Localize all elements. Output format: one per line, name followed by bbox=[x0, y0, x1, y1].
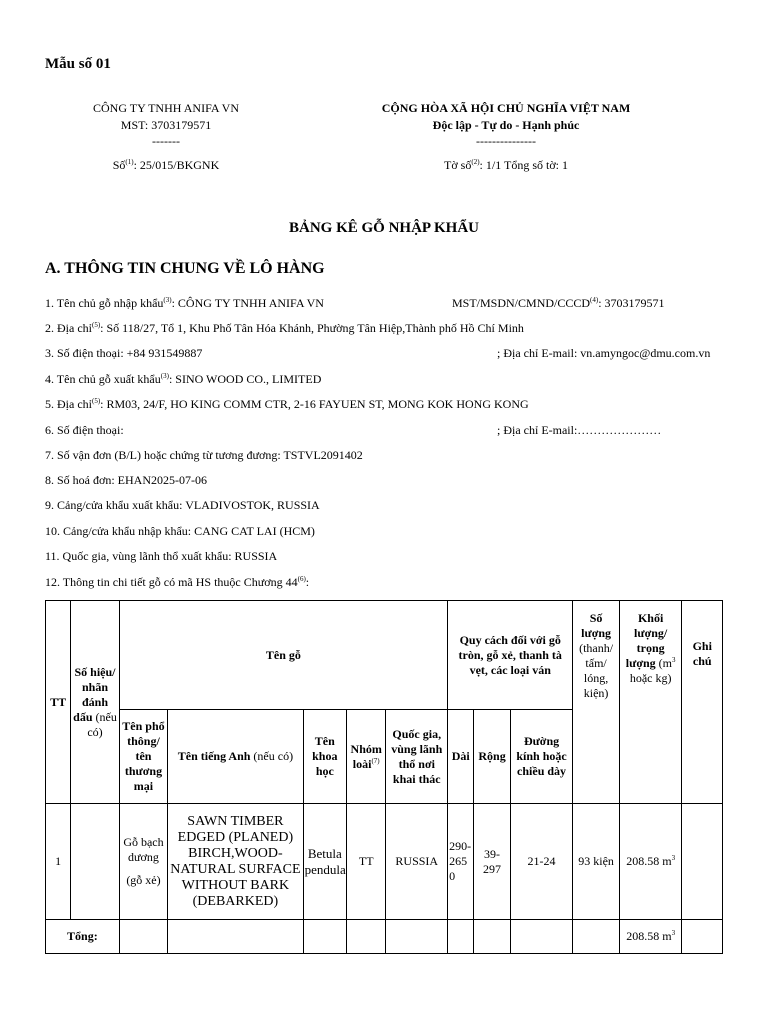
exporter-label: 4. Tên chủ gỗ xuất khẩu bbox=[45, 372, 161, 386]
col-tengo: Tên gỗ bbox=[119, 601, 447, 710]
col-khoiluong-note-1: (m bbox=[658, 656, 672, 670]
cell-khoiluong-value: 208.58 m bbox=[626, 854, 672, 868]
to-so-value: : 1/1 Tổng số tờ: 1 bbox=[479, 158, 568, 172]
cell-khoiluong bbox=[619, 804, 682, 920]
line-importer-address bbox=[45, 321, 524, 336]
col-tenkhoahoc: Tên khoa học bbox=[303, 710, 346, 804]
cell-rong: 39-297 bbox=[474, 804, 510, 920]
exporter-address-label: 5. Địa chỉ bbox=[45, 397, 92, 411]
col-soluong-label: Số lượng bbox=[581, 611, 612, 640]
line-detail-intro bbox=[45, 575, 309, 590]
cell-tenphothong-name: Gỗ bạch dương bbox=[123, 835, 164, 864]
to-so-sup: (2) bbox=[471, 158, 480, 166]
col-nhomloai-sup: (7) bbox=[371, 756, 380, 765]
col-soluong bbox=[573, 601, 619, 804]
exporter-address-sup: (5) bbox=[92, 397, 101, 405]
detail-intro-label: 12. Thông tin chi tiết gỗ có mã HS thuộc Chương 44 bbox=[45, 575, 298, 589]
so-sup: (1) bbox=[125, 158, 134, 166]
line-importer-phone: 3. Số điện thoại: +84 931549887 bbox=[45, 346, 203, 360]
cell-tentienganh: SAWN TIMBER EDGED (PLANED) BIRCH,WOOD- NATURAL SURFACE WITHOUT BARK (DEBARKED) bbox=[168, 804, 303, 920]
col-khoiluong-note-sup: 3 bbox=[672, 656, 676, 664]
cell-dai: 290-2650 bbox=[448, 804, 474, 920]
col-tentienganh-note: (nếu có) bbox=[250, 749, 294, 763]
table-total-row bbox=[46, 920, 723, 954]
total-empty-5 bbox=[386, 920, 448, 954]
col-nhomloai bbox=[347, 710, 386, 804]
exporter-sup: (3) bbox=[160, 372, 169, 380]
cell-sohieu bbox=[71, 804, 119, 920]
address-sup: (5) bbox=[92, 321, 101, 329]
total-value bbox=[619, 920, 682, 954]
cell-ghichu bbox=[682, 804, 723, 920]
company-name: CÔNG TY TNHH ANIFA VN bbox=[92, 101, 239, 115]
col-tenphothong: Tên phổ thông/ tên thương mại bbox=[119, 710, 167, 804]
col-ghichu: Ghi chú bbox=[682, 601, 723, 804]
total-empty-1 bbox=[119, 920, 167, 954]
total-empty-3 bbox=[303, 920, 346, 954]
exporter-value: : SINO WOOD CO., LIMITED bbox=[168, 372, 322, 386]
so-label: Số bbox=[112, 158, 126, 172]
total-empty-4 bbox=[347, 920, 386, 954]
cell-khoiluong-sup: 3 bbox=[671, 854, 676, 862]
line-bill-of-lading: 7. Số vận đơn (B/L) hoặc chứng từ tương đương: TSTVL2091402 bbox=[45, 448, 363, 462]
line-exporter-email: ; Địa chỉ E-mail:………………… bbox=[497, 423, 662, 437]
exporter-address-value: : RM03, 24/F, HO KING COMM CTR, 2-16 FAYUEN ST, MONG KOK HONG KONG bbox=[100, 397, 529, 411]
document-number bbox=[66, 157, 266, 173]
importer-sup: (3) bbox=[163, 296, 172, 304]
to-so-label: Tờ số bbox=[444, 158, 472, 172]
line-invoice: 8. Số hoá đơn: EHAN2025-07-06 bbox=[45, 473, 207, 487]
table-header-row-1 bbox=[46, 601, 723, 710]
section-a-heading: A. THÔNG TIN CHUNG VỀ LÔ HÀNG bbox=[45, 260, 325, 277]
cell-tt: 1 bbox=[46, 804, 71, 920]
mst-value: : 3703179571 bbox=[598, 296, 665, 310]
motto: Độc lập - Tự do - Hạnh phúc bbox=[432, 118, 580, 132]
address-value: : Số 118/27, Tổ 1, Khu Phố Tân Hóa Khánh, Phường Tân Hiệp,Thành phố Hồ Chí Minh bbox=[100, 321, 524, 335]
col-dai: Dài bbox=[448, 710, 474, 804]
col-rong: Rộng bbox=[474, 710, 510, 804]
col-tentienganh bbox=[168, 710, 303, 804]
cell-quocgia: RUSSIA bbox=[386, 804, 448, 920]
right-divider: --------------- bbox=[476, 134, 536, 148]
document-title: BẢNG KÊ GỖ NHẬP KHẨU bbox=[288, 220, 479, 236]
form-number: Mẫu số 01 bbox=[45, 56, 111, 72]
col-soluong-note: (thanh/ tấm/ lóng, kiện) bbox=[579, 641, 614, 700]
col-quocgia: Quốc gia, vùng lãnh thổ nơi khai thác bbox=[386, 710, 448, 804]
col-quycach: Quy cách đối với gỗ tròn, gỗ xẻ, thanh tà vẹt, các loại ván bbox=[448, 601, 573, 710]
col-nhomloai-label: Nhóm loài bbox=[350, 741, 382, 771]
total-value-text: 208.58 m bbox=[626, 929, 672, 943]
cell-nhomloai: TT bbox=[347, 804, 386, 920]
cell-tenphothong bbox=[119, 804, 167, 920]
total-empty-2 bbox=[168, 920, 303, 954]
line-importer-mst bbox=[452, 296, 665, 311]
col-sohieu bbox=[71, 601, 119, 804]
table-row bbox=[46, 804, 723, 920]
col-khoiluong-label: Khối lượng/ trọng lượng bbox=[625, 611, 668, 670]
total-empty-9 bbox=[573, 920, 619, 954]
line-exporter-phone: 6. Số điện thoại: bbox=[45, 423, 124, 437]
cell-tenkhoahoc: Betula pendula bbox=[303, 804, 346, 920]
line-exporter bbox=[45, 372, 321, 387]
cell-duongkinh: 21-24 bbox=[510, 804, 573, 920]
line-export-port: 9. Cảng/cửa khẩu xuất khẩu: VLADIVOSTOK, RUSSIA bbox=[45, 498, 320, 512]
col-sohieu-note: (nếu có) bbox=[87, 709, 117, 739]
total-empty-10 bbox=[682, 920, 723, 954]
detail-intro-tail: : bbox=[305, 575, 310, 589]
line-importer-email: ; Địa chỉ E-mail: vn.amyngoc@dmu.com.vn bbox=[497, 346, 711, 360]
col-tt: TT bbox=[46, 601, 71, 804]
mst-label: MST/MSDN/CMND/CCCD bbox=[452, 296, 591, 310]
importer-value: : CÔNG TY TNHH ANIFA VN bbox=[171, 296, 324, 310]
so-value: : 25/015/BKGNK bbox=[133, 158, 220, 172]
cell-tenphothong-note: (gỗ xẻ) bbox=[126, 873, 161, 887]
timber-table bbox=[45, 600, 723, 954]
col-tentienganh-label: Tên tiếng Anh bbox=[177, 749, 251, 763]
line-importer bbox=[45, 296, 324, 311]
line-import-port: 10. Cảng/cửa khẩu nhập khẩu: CANG CAT LAI (HCM) bbox=[45, 524, 315, 538]
col-khoiluong-note-2: hoặc kg) bbox=[629, 671, 672, 685]
cell-soluong: 93 kiện bbox=[573, 804, 619, 920]
total-empty-7 bbox=[474, 920, 510, 954]
total-value-sup: 3 bbox=[671, 929, 676, 937]
mst-sup: (4) bbox=[590, 296, 599, 304]
importer-label: 1. Tên chủ gỗ nhập khẩu bbox=[45, 296, 164, 310]
total-label: Tổng: bbox=[46, 920, 120, 954]
address-label: 2. Địa chỉ bbox=[45, 321, 92, 335]
company-mst: MST: 3703179571 bbox=[120, 118, 212, 132]
line-export-country: 11. Quốc gia, vùng lãnh thổ xuất khẩu: RUSSIA bbox=[45, 549, 278, 563]
col-sohieu-label: Số hiệu/ nhãn đánh dấu bbox=[73, 664, 116, 724]
left-divider: ------- bbox=[152, 134, 180, 148]
republic-title: CỘNG HÒA XÃ HỘI CHỦ NGHĨA VIỆT NAM bbox=[381, 101, 631, 115]
col-khoiluong bbox=[619, 601, 682, 804]
col-duongkinh: Đường kính hoặc chiều dày bbox=[510, 710, 573, 804]
total-empty-6 bbox=[448, 920, 474, 954]
sheet-number bbox=[346, 157, 666, 173]
total-empty-8 bbox=[510, 920, 573, 954]
line-exporter-address bbox=[45, 397, 529, 412]
detail-intro-sup: (6) bbox=[297, 575, 306, 583]
